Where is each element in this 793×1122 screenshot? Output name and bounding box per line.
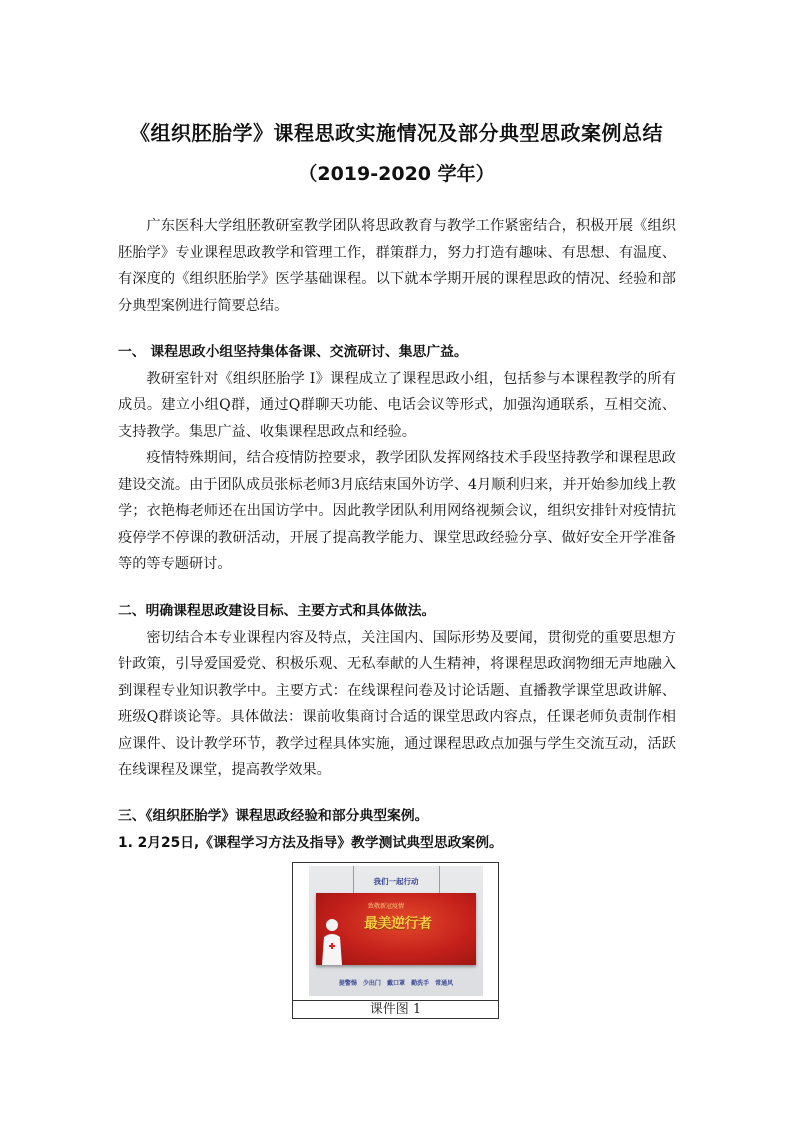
section-3-heading: 三、《组织胚胎学》课程思政经验和部分典型案例。: [118, 808, 429, 824]
figure-table: [292, 862, 499, 1019]
section-1-paragraph-1: 教研室针对《组织胚胎学 I》课程成立了课程思政小组，包括参与本课程教学的所有成员。建立小组Q群，通过Q群聊天功能、电话会议等形式，加强沟通联系，互相交流、支持教学。集思广益、收集课程思政点和经验。: [118, 370, 676, 440]
figure-divider: [293, 1000, 498, 1001]
section-2-heading: 二、明确课程思政建设目标、主要方式和具体做法。: [118, 603, 436, 619]
slide-main-text: 最美逆行者: [364, 916, 432, 932]
figure-caption: 课件图 1: [369, 1002, 422, 1017]
section-1: [118, 339, 676, 578]
section-1-paragraph-2: 疫情特殊期间，结合疫情防控要求，教学团队发挥网络技术手段坚持教学和课程思政建设交流。由于团队成员张标老师3月底结束国外访学、4月顺利归来，并开始参加线上教学；衣艳梅老师还在出国访学中。因此教学团队利用网络视频会议，组织安排针对疫情抗疫停学不停课的教研活动，开展了提高教学能力、课堂思政经验分享、做好安全开学准备等的等专题研讨。: [118, 450, 676, 572]
slide-banner: [316, 893, 476, 965]
section-3: [118, 803, 676, 856]
section-1-heading: 一、 课程思政小组坚持集体备课、交流研讨、集思广益。: [118, 344, 468, 360]
intro-section: [118, 213, 676, 319]
slide-bottom-text: 提警惕 少出门 戴口罩 勤洗手 常通风: [338, 980, 454, 987]
medic-figure-icon: [318, 915, 346, 965]
slide-small-text: 致敬新冠疫情: [368, 903, 405, 910]
slide-top-text: 我们一起行动: [373, 877, 419, 886]
document-subtitle: （2019-2020 学年）: [298, 163, 495, 185]
section-3-subheading: 1. 2月25日,《课程学习方法及指导》教学测试典型思政案例。: [118, 834, 503, 851]
intro-paragraph: 广东医科大学组胚教研室教学团队将思政教育与教学工作紧密结合，积极开展《组织胚胎学》专业课程思政教学和管理工作，群策群力，努力打造有趣味、有思想、有温度、有深度的《组织胚胎学》医学基础课程。以下就本学期开展的课程思政的情况、经验和部分典型案例进行简要总结。: [118, 218, 676, 314]
courseware-image: [309, 866, 483, 996]
document-title: 《组织胚胎学》课程思政实施情况及部分典型思政案例总结: [130, 121, 663, 145]
section-2-paragraph-1: 密切结合本专业课程内容及特点，关注国内、国际形势及要闻，贯彻党的重要思想方针政策，引导爱国爱党、积极乐观、无私奉献的人生精神，将课程思政润物细无声地融入到课程专业知识教学中。主要方式：在线课程问卷及讨论话题、直播教学课堂思政讲解、班级Q群谈论等。具体做法：课前收集商讨合适的课堂思政内容点，任课老师负责制作相应课件、设计教学环节，教学过程具体实施，通过课程思政点加强与学生交流互动，活跃在线课程及课堂，提高教学效果。: [118, 629, 676, 778]
section-2: [118, 598, 676, 784]
